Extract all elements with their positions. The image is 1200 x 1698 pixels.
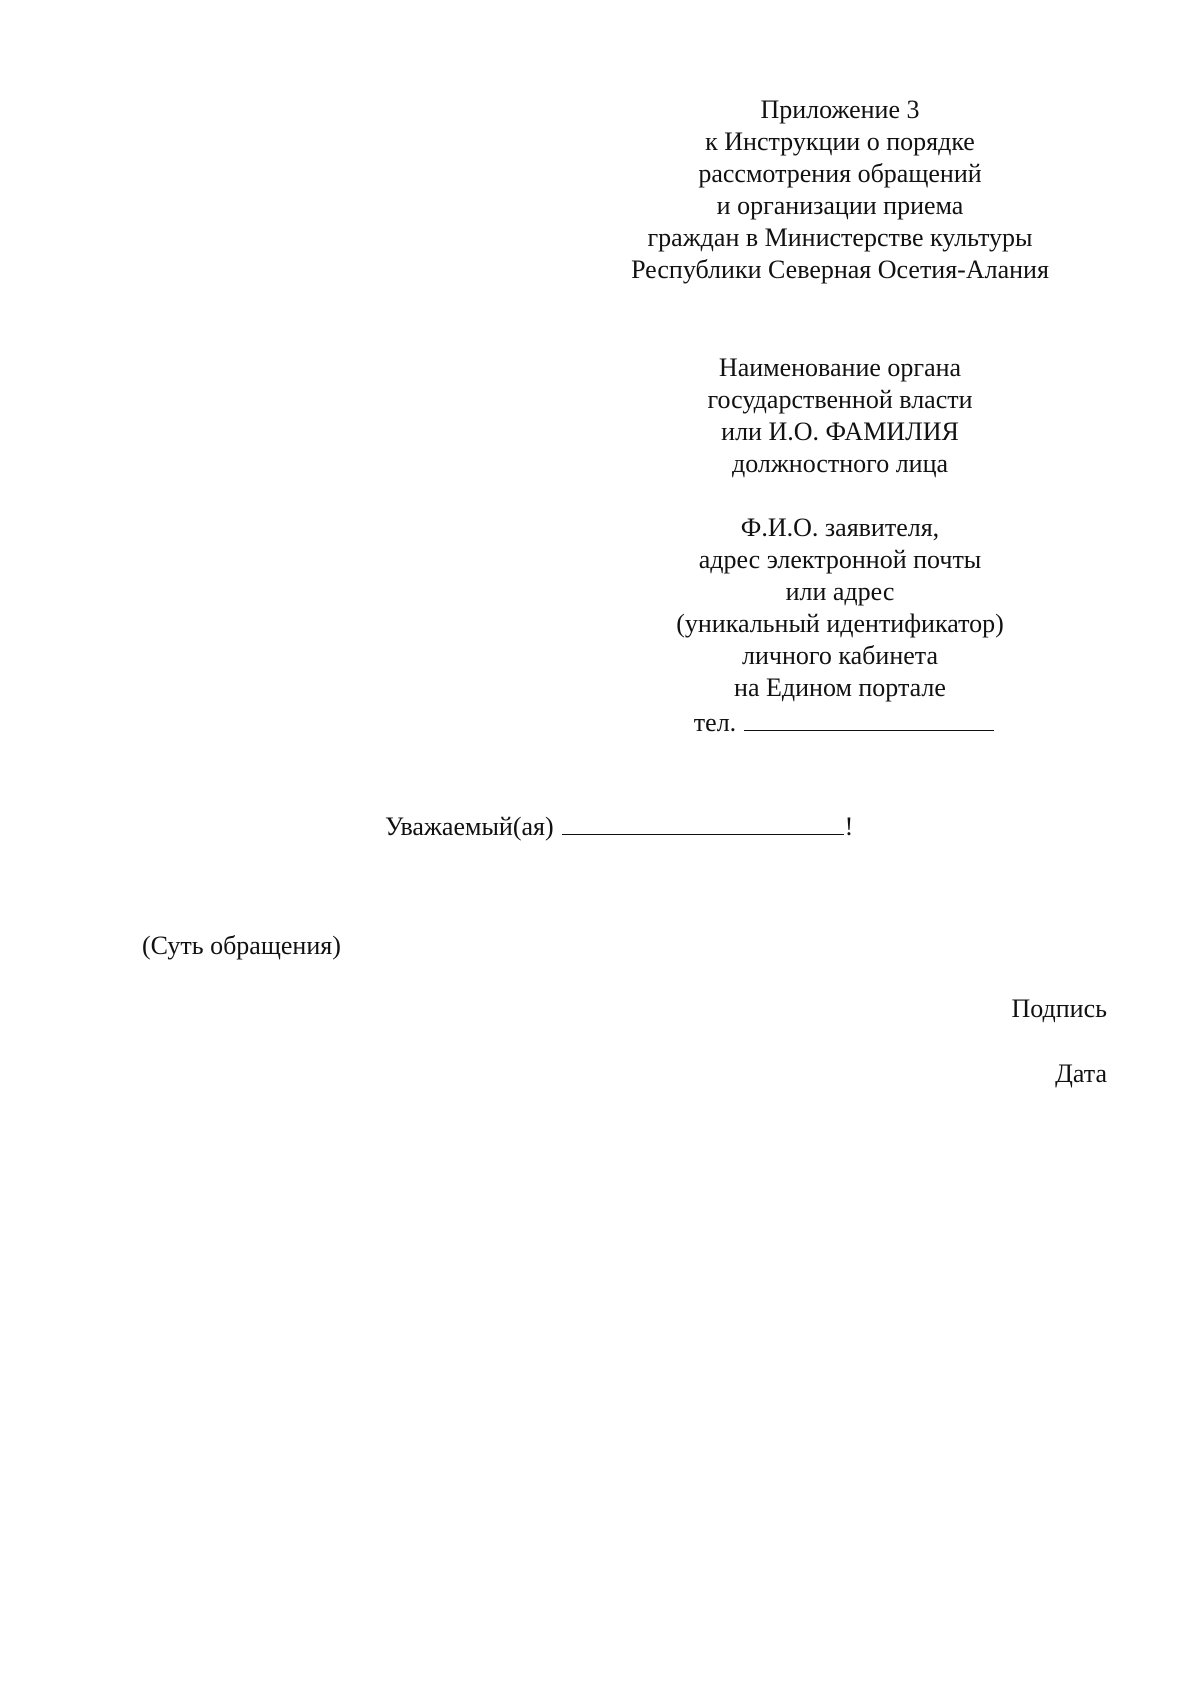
tel-row (640, 704, 1040, 739)
date-label: Дата (1055, 1059, 1107, 1088)
addressee-line: или И.О. ФАМИЛИЯ (721, 417, 959, 446)
appendix-line: к Инструкции о порядке (705, 127, 975, 156)
appendix-line: Приложение 3 (760, 95, 920, 124)
appendix-line: рассмотрения обращений (698, 159, 982, 188)
addressee-line: Наименование органа (718, 353, 962, 382)
tel-label: тел. (693, 708, 737, 737)
appendix-header (600, 94, 1080, 286)
applicant-line: или адрес (785, 577, 895, 606)
appendix-line: и организации приема (716, 191, 964, 220)
salutation (385, 808, 853, 843)
applicant-line: (уникальный идентификатор) (676, 609, 1004, 638)
signature-label: Подпись (1011, 994, 1107, 1023)
addressee-line: государственной власти (707, 385, 973, 414)
addressee-block (660, 352, 1020, 480)
applicant-line: на Едином портале (734, 673, 946, 702)
addressee-line: должностного лица (731, 449, 949, 478)
applicant-block (640, 512, 1040, 739)
salutation-blank-field[interactable] (562, 808, 844, 835)
appendix-line: граждан в Министерстве культуры (647, 223, 1033, 252)
applicant-line: личного кабинета (742, 641, 938, 670)
salutation-prefix: Уважаемый(ая) (385, 812, 554, 841)
essence-text: (Суть обращения) (142, 931, 341, 960)
tel-blank-field[interactable] (744, 704, 994, 731)
applicant-line: адрес электронной почты (698, 545, 982, 574)
applicant-line: Ф.И.О. заявителя, (740, 513, 940, 542)
appendix-line: Республики Северная Осетия-Алания (631, 255, 1049, 284)
salutation-suffix: ! (844, 812, 854, 841)
